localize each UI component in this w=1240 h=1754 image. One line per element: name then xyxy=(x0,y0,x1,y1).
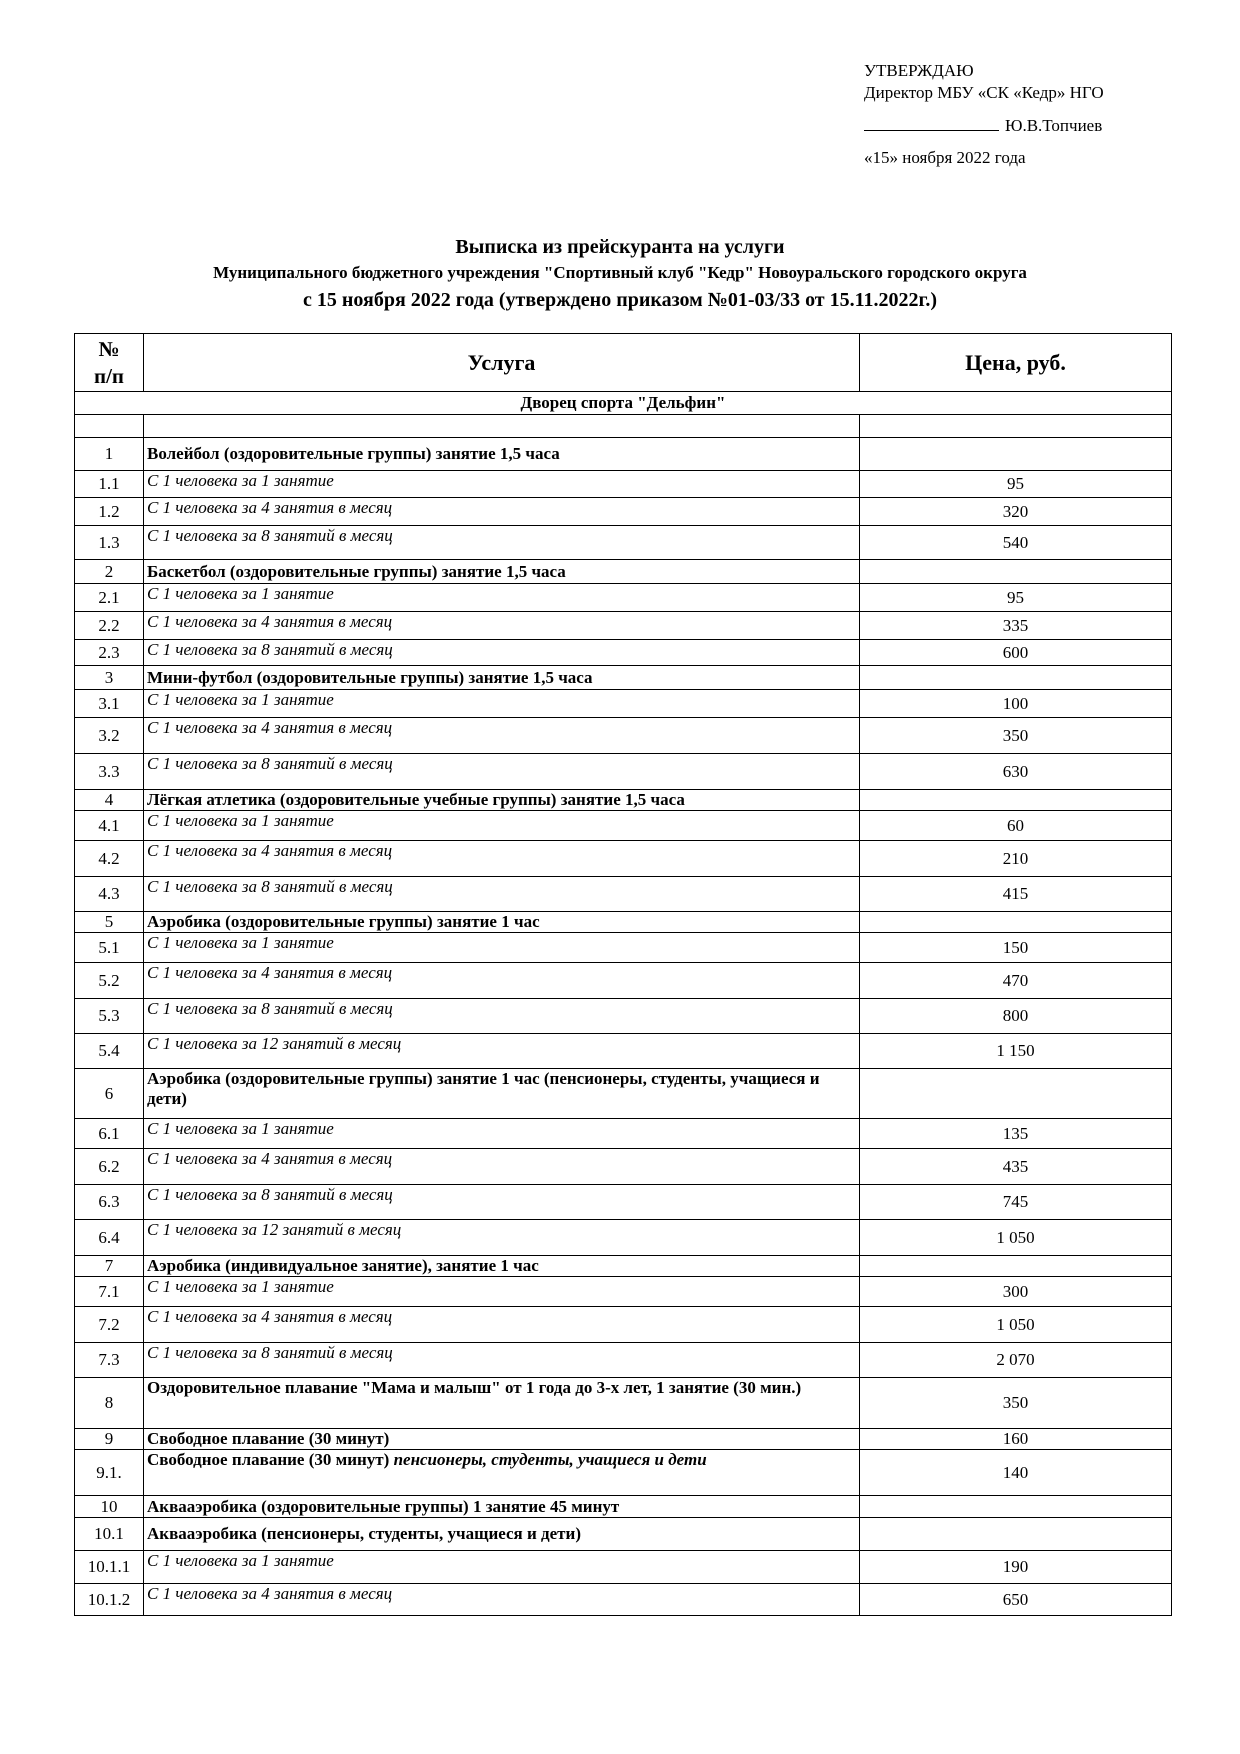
service-name: Мини-футбол (оздоровительные группы) занятие 1,5 часа xyxy=(144,666,860,690)
service-name: С 1 человека за 8 занятий в месяц xyxy=(144,1185,860,1220)
service-name-main: Свободное плавание (30 минут) xyxy=(147,1450,394,1469)
row-number: 2 xyxy=(75,560,144,584)
service-row xyxy=(75,1584,1172,1616)
row-number: 3.3 xyxy=(75,754,144,790)
approval-date: «15» ноября 2022 года xyxy=(864,148,1026,167)
service-name: Лёгкая атлетика (оздоровительные учебные группы) занятие 1,5 часа xyxy=(144,790,860,811)
service-group-row xyxy=(75,1518,1172,1551)
service-row xyxy=(75,718,1172,754)
service-name: С 1 человека за 4 занятия в месяц xyxy=(144,612,860,640)
service-price: 1 050 xyxy=(860,1307,1172,1343)
service-row xyxy=(75,584,1172,612)
row-number: 10.1 xyxy=(75,1518,144,1551)
service-row xyxy=(75,1551,1172,1584)
service-row xyxy=(75,612,1172,640)
service-name: Аквааэробика (оздоровительные группы) 1 занятие 45 минут xyxy=(144,1496,860,1518)
service-group-row xyxy=(75,1429,1172,1450)
service-name: Аэробика (индивидуальное занятие), занятие 1 час xyxy=(144,1256,860,1277)
service-name: Оздоровительное плавание "Мама и малыш" от 1 года до 3-х лет, 1 занятие (30 мин.) xyxy=(144,1378,860,1429)
row-number: 5.4 xyxy=(75,1034,144,1069)
empty-row xyxy=(75,415,1172,438)
document-title: Выписка из прейскуранта на услуги xyxy=(455,236,785,258)
service-row xyxy=(75,963,1172,999)
row-number: 4.1 xyxy=(75,811,144,841)
service-row xyxy=(75,754,1172,790)
service-price: 300 xyxy=(860,1277,1172,1307)
section-row xyxy=(75,392,1172,415)
row-number: 1 xyxy=(75,438,144,471)
approval-position: Директор МБУ «СК «Кедр» НГО xyxy=(864,83,1104,102)
service-name: С 1 человека за 1 занятие xyxy=(144,811,860,841)
service-row xyxy=(75,526,1172,560)
document-date-line: с 15 ноября 2022 года (утверждено приказом №01-03/33 от 15.11.2022г.) xyxy=(302,289,938,311)
row-number: 3.1 xyxy=(75,690,144,718)
service-price: 630 xyxy=(860,754,1172,790)
service-name: С 1 человека за 4 занятия в месяц xyxy=(144,1149,860,1185)
service-price: 415 xyxy=(860,877,1172,912)
row-number: 10.1.2 xyxy=(75,1584,144,1616)
row-number: 2.2 xyxy=(75,612,144,640)
row-number: 6 xyxy=(75,1069,144,1119)
row-number: 9 xyxy=(75,1429,144,1450)
service-price: 160 xyxy=(860,1429,1172,1450)
service-price xyxy=(860,790,1172,811)
service-row xyxy=(75,471,1172,498)
service-name: С 1 человека за 1 занятие xyxy=(144,1277,860,1307)
service-name: С 1 человека за 8 занятий в месяц xyxy=(144,1343,860,1378)
header-number: № п/п xyxy=(75,334,144,392)
service-price: 320 xyxy=(860,498,1172,526)
row-number: 5.1 xyxy=(75,933,144,963)
service-row xyxy=(75,1149,1172,1185)
service-name: С 1 человека за 8 занятий в месяц xyxy=(144,640,860,666)
row-number: 1.1 xyxy=(75,471,144,498)
section-title: Дворец спорта "Дельфин" xyxy=(75,392,1172,415)
service-group-row xyxy=(75,560,1172,584)
service-price: 650 xyxy=(860,1584,1172,1616)
service-price: 350 xyxy=(860,1378,1172,1429)
row-number: 4 xyxy=(75,790,144,811)
row-number: 7 xyxy=(75,1256,144,1277)
service-price xyxy=(860,666,1172,690)
service-name: С 1 человека за 4 занятия в месяц xyxy=(144,498,860,526)
service-group-row xyxy=(75,666,1172,690)
service-row xyxy=(75,1034,1172,1069)
service-name: С 1 человека за 1 занятие xyxy=(144,1119,860,1149)
service-group-row xyxy=(75,1450,1172,1496)
row-number: 6.2 xyxy=(75,1149,144,1185)
service-row xyxy=(75,498,1172,526)
service-group-row xyxy=(75,790,1172,811)
service-price xyxy=(860,1069,1172,1119)
service-price: 100 xyxy=(860,690,1172,718)
service-row xyxy=(75,999,1172,1034)
row-number: 8 xyxy=(75,1378,144,1429)
service-price: 135 xyxy=(860,1119,1172,1149)
service-name: Баскетбол (оздоровительные группы) занятие 1,5 часа xyxy=(144,560,860,584)
header-price: Цена, руб. xyxy=(860,334,1172,392)
service-name xyxy=(144,1450,860,1496)
service-row xyxy=(75,1119,1172,1149)
service-group-row xyxy=(75,1378,1172,1429)
service-price: 95 xyxy=(860,471,1172,498)
service-row xyxy=(75,811,1172,841)
row-number: 3.2 xyxy=(75,718,144,754)
service-group-row xyxy=(75,1069,1172,1119)
service-name: С 1 человека за 8 занятий в месяц xyxy=(144,877,860,912)
service-price: 1 050 xyxy=(860,1220,1172,1256)
service-price xyxy=(860,1256,1172,1277)
service-price: 140 xyxy=(860,1450,1172,1496)
service-price xyxy=(860,438,1172,471)
row-number: 1.2 xyxy=(75,498,144,526)
row-number: 2.3 xyxy=(75,640,144,666)
row-number: 9.1. xyxy=(75,1450,144,1496)
service-price: 335 xyxy=(860,612,1172,640)
service-name: Свободное плавание (30 минут) xyxy=(144,1429,860,1450)
service-name: С 1 человека за 1 занятие xyxy=(144,690,860,718)
service-price xyxy=(860,1518,1172,1551)
service-name: С 1 человека за 8 занятий в месяц xyxy=(144,999,860,1034)
row-number: 6.3 xyxy=(75,1185,144,1220)
service-name: Волейбол (оздоровительные группы) занятие 1,5 часа xyxy=(144,438,860,471)
header-service: Услуга xyxy=(144,334,860,392)
service-price: 600 xyxy=(860,640,1172,666)
approval-signature-line xyxy=(864,114,1104,137)
row-number: 3 xyxy=(75,666,144,690)
service-price: 745 xyxy=(860,1185,1172,1220)
service-name: Аэробика (оздоровительные группы) занятие 1 час (пенсионеры, студенты, учащиеся и дети) xyxy=(144,1069,860,1119)
service-name: С 1 человека за 1 занятие xyxy=(144,1551,860,1584)
service-price: 1 150 xyxy=(860,1034,1172,1069)
row-number: 7.2 xyxy=(75,1307,144,1343)
approval-block xyxy=(864,60,1104,169)
service-name-note: пенсионеры, студенты, учащиеся и дети xyxy=(393,1450,707,1469)
service-price: 435 xyxy=(860,1149,1172,1185)
approval-approve: УТВЕРЖДАЮ xyxy=(864,61,974,80)
service-row xyxy=(75,690,1172,718)
service-price: 150 xyxy=(860,933,1172,963)
service-row xyxy=(75,877,1172,912)
service-price xyxy=(860,1496,1172,1518)
service-group-row xyxy=(75,912,1172,933)
price-table xyxy=(74,333,1172,1616)
service-price: 800 xyxy=(860,999,1172,1034)
service-name: С 1 человека за 8 занятий в месяц xyxy=(144,754,860,790)
row-number: 7.3 xyxy=(75,1343,144,1378)
service-row xyxy=(75,640,1172,666)
row-number: 1.3 xyxy=(75,526,144,560)
service-price: 95 xyxy=(860,584,1172,612)
row-number: 5.3 xyxy=(75,999,144,1034)
service-name: С 1 человека за 4 занятия в месяц xyxy=(144,963,860,999)
service-name: С 1 человека за 1 занятие xyxy=(144,471,860,498)
service-name: С 1 человека за 4 занятия в месяц xyxy=(144,1307,860,1343)
service-price xyxy=(860,560,1172,584)
table-header-row xyxy=(75,334,1172,392)
service-name: Аэробика (оздоровительные группы) занятие 1 час xyxy=(144,912,860,933)
service-price: 540 xyxy=(860,526,1172,560)
row-number: 10.1.1 xyxy=(75,1551,144,1584)
signature-blank xyxy=(864,114,999,131)
service-group-row xyxy=(75,1256,1172,1277)
service-price: 2 070 xyxy=(860,1343,1172,1378)
service-price: 60 xyxy=(860,811,1172,841)
service-row xyxy=(75,1220,1172,1256)
service-name: С 1 человека за 1 занятие xyxy=(144,584,860,612)
row-number: 4.3 xyxy=(75,877,144,912)
service-group-row xyxy=(75,438,1172,471)
service-name: С 1 человека за 1 занятие xyxy=(144,933,860,963)
service-row xyxy=(75,1343,1172,1378)
service-name: С 1 человека за 4 занятия в месяц xyxy=(144,1584,860,1616)
service-name: Аквааэробика (пенсионеры, студенты, учащиеся и дети) xyxy=(144,1518,860,1551)
service-price: 210 xyxy=(860,841,1172,877)
service-row xyxy=(75,841,1172,877)
row-number: 6.1 xyxy=(75,1119,144,1149)
service-name: С 1 человека за 12 занятий в месяц xyxy=(144,1034,860,1069)
row-number: 7.1 xyxy=(75,1277,144,1307)
service-name: С 1 человека за 8 занятий в месяц xyxy=(144,526,860,560)
service-name: С 1 человека за 4 занятия в месяц xyxy=(144,841,860,877)
row-number: 6.4 xyxy=(75,1220,144,1256)
service-price: 190 xyxy=(860,1551,1172,1584)
service-name: С 1 человека за 4 занятия в месяц xyxy=(144,718,860,754)
row-number: 4.2 xyxy=(75,841,144,877)
service-price xyxy=(860,912,1172,933)
service-group-row xyxy=(75,1496,1172,1518)
service-row xyxy=(75,1307,1172,1343)
service-price: 350 xyxy=(860,718,1172,754)
row-number: 5 xyxy=(75,912,144,933)
service-row xyxy=(75,933,1172,963)
service-name: С 1 человека за 12 занятий в месяц xyxy=(144,1220,860,1256)
approval-name: Ю.В.Топчиев xyxy=(1005,116,1103,135)
service-row xyxy=(75,1277,1172,1307)
service-price: 470 xyxy=(860,963,1172,999)
service-row xyxy=(75,1185,1172,1220)
row-number: 10 xyxy=(75,1496,144,1518)
row-number: 2.1 xyxy=(75,584,144,612)
document-subtitle: Муниципального бюджетного учреждения "Спортивный клуб "Кедр" Новоуральского городского округа xyxy=(213,263,1027,282)
row-number: 5.2 xyxy=(75,963,144,999)
